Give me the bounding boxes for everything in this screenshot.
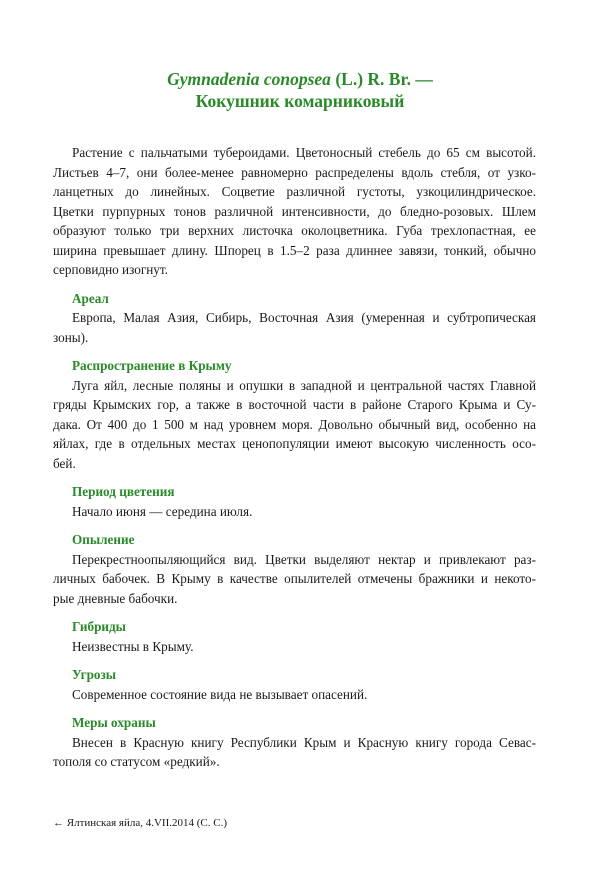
text-line: ширина превышает длину. Шпорец в 1.5–2 раза длиннее завязи, тонкий, обычно — [53, 242, 536, 258]
text-line: Луга яйл, лесные поляны и опушки в западной и центральной частях Главной — [72, 377, 536, 393]
text-line: бей. — [53, 455, 76, 471]
section-heading: Опыление — [72, 532, 135, 547]
text-line: Современное состояние вида не вызывает опасений. — [72, 686, 368, 702]
text-line: дака. От 400 до 1 500 м над уровнем моря. Довольно обычный вид, особенно на — [53, 416, 536, 432]
title-latin-line — [0, 68, 600, 90]
section-heading: Период цветения — [72, 484, 175, 499]
text-line: образуют только три верхних листочка околоцветника. Губа трехлопастная, ее — [53, 223, 536, 238]
description-paragraph — [53, 143, 536, 280]
section-paragraph — [53, 376, 536, 474]
latin-name: Gymnadenia conopsea — [167, 69, 331, 89]
text-line: Начало июня — середина июля. — [72, 503, 253, 519]
section-heading: Распространение в Крыму — [72, 358, 232, 373]
text-line: рые дневные бабочки. — [53, 590, 178, 606]
author-citation: (L.) R. Br. — — [330, 69, 433, 89]
text-line: Перекрестноопыляющийся вид. Цветки выделяют нектар и привлекают раз- — [72, 551, 536, 567]
species-title — [0, 68, 600, 112]
text-line: яйлах, где в отдельных местах ценопопуляции имеют высокую численность осо- — [53, 436, 536, 451]
text-line: тополя со статусом «редкий». — [53, 754, 220, 769]
section-paragraph — [53, 502, 536, 522]
text-line: Листьев 4–7, они более-менее равномерно распределены вдоль стебля, от узко- — [53, 164, 536, 180]
section-paragraph — [53, 685, 536, 705]
text-line: Растение с пальчатыми тубероидами. Цветоносный стебель до 65 см высотой. — [72, 145, 536, 160]
section-heading: Угрозы — [72, 667, 117, 682]
text-line: Внесен в Красную книгу Республики Крым и Красную книгу города Севас- — [72, 734, 536, 750]
text-line: зоны). — [53, 329, 89, 345]
photo-caption: ← Ялтинская яйла, 4.VII.2014 (С. С.) — [53, 817, 227, 829]
section-heading: Меры охраны — [72, 715, 156, 730]
text-line: Европа, Малая Азия, Сибирь, Восточная Азия (умеренная и субтропическая — [72, 310, 536, 325]
text-line: ланцетных до линейных. Соцветие различной густоты, узкоцилиндрическое. — [53, 184, 536, 199]
text-line: Неизвестны в Крыму. — [72, 638, 194, 654]
text-line: личных бабочек. В Крыму в качестве опылителей отмечены бражники и некото- — [53, 571, 536, 586]
text-line: серповидно изогнут. — [53, 262, 168, 277]
text-line: Цветки пурпурных тонов различной интенсивности, до бледно-розовых. Шлем — [53, 203, 536, 219]
section-heading: Гибриды — [72, 619, 126, 634]
section-heading: Ареал — [72, 290, 109, 306]
russian-name: Кокушник комарниковый — [195, 91, 405, 111]
section-paragraph — [53, 637, 536, 657]
section-paragraph — [53, 308, 536, 347]
section-paragraph — [53, 550, 536, 609]
text-line: гряды Крымских гор, а также в восточной части в районе Старого Крыма и Су- — [53, 397, 536, 412]
article-body — [53, 143, 536, 772]
section-paragraph — [53, 733, 536, 772]
